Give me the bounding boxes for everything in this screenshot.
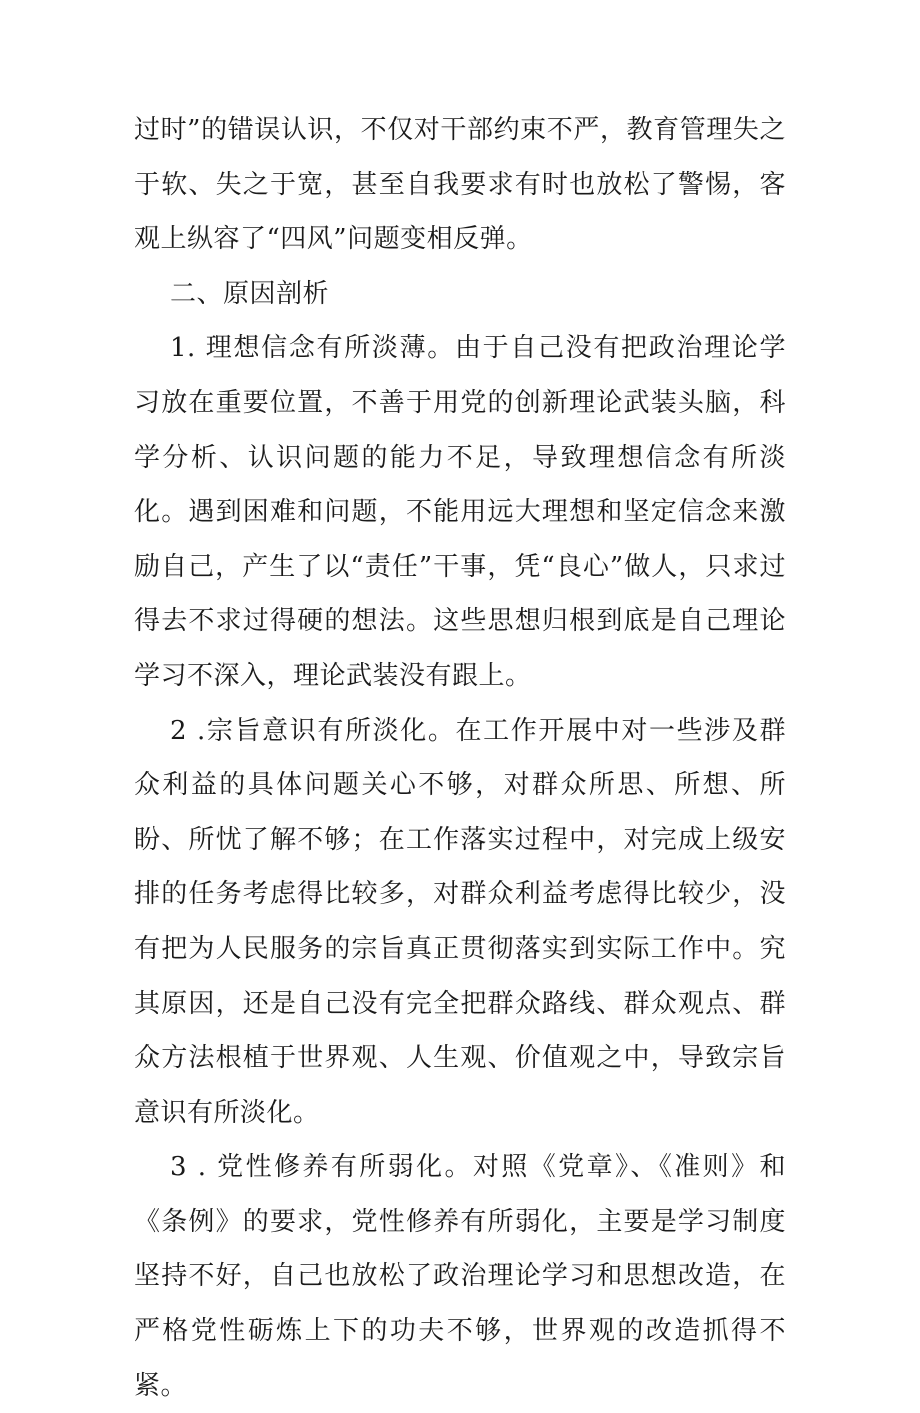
document-body: [134, 103, 786, 1413]
reason-point-2: 2 .宗旨意识有所淡化。在工作开展中对一些涉及群众利益的具体问题关心不够，对群众所思、所想、所盼、所忧了解不够；在工作落实过程中，对完成上级安排的任务考虑得比较多，对群众利益考虑得比较少，没有把为人民服务的宗旨真正贯彻落实到实际工作中。究其原因，还是自己没有完全把群众路线、群众观点、群众方法根植于世界观、人生观、价值观之中，导致宗旨意识有所淡化。: [134, 715, 786, 1128]
continuation-paragraph: 过时”的错误认识，不仅对干部约束不严，教育管理失之于软、失之于宽，甚至自我要求有时也放松了警惕，客观上纵容了“四风”问题变相反弹。: [134, 115, 786, 255]
reason-point-3: 3 . 党性修养有所弱化。对照《党章》、《准则》和《条例》的要求，党性修养有所弱化，主要是学习制度坚持不好，自己也放松了政治理论学习和思想改造，在严格党性砺炼上下的功夫不够，世界观的改造抓得不紧。: [134, 1152, 786, 1401]
section-heading: 二、原因剖析: [170, 278, 330, 309]
reason-point-1: 1. 理想信念有所淡薄。由于自己没有把政治理论学习放在重要位置，不善于用党的创新理论武装头脑，科学分析、认识问题的能力不足，导致理想信念有所淡化。遇到困难和问题，不能用远大理想和坚定信念来激励自己，产生了以“责任”干事，凭“良心”做人，只求过得去不求过得硬的想法。这些思想归根到底是自己理论学习不深入，理论武装没有跟上。: [134, 333, 786, 691]
